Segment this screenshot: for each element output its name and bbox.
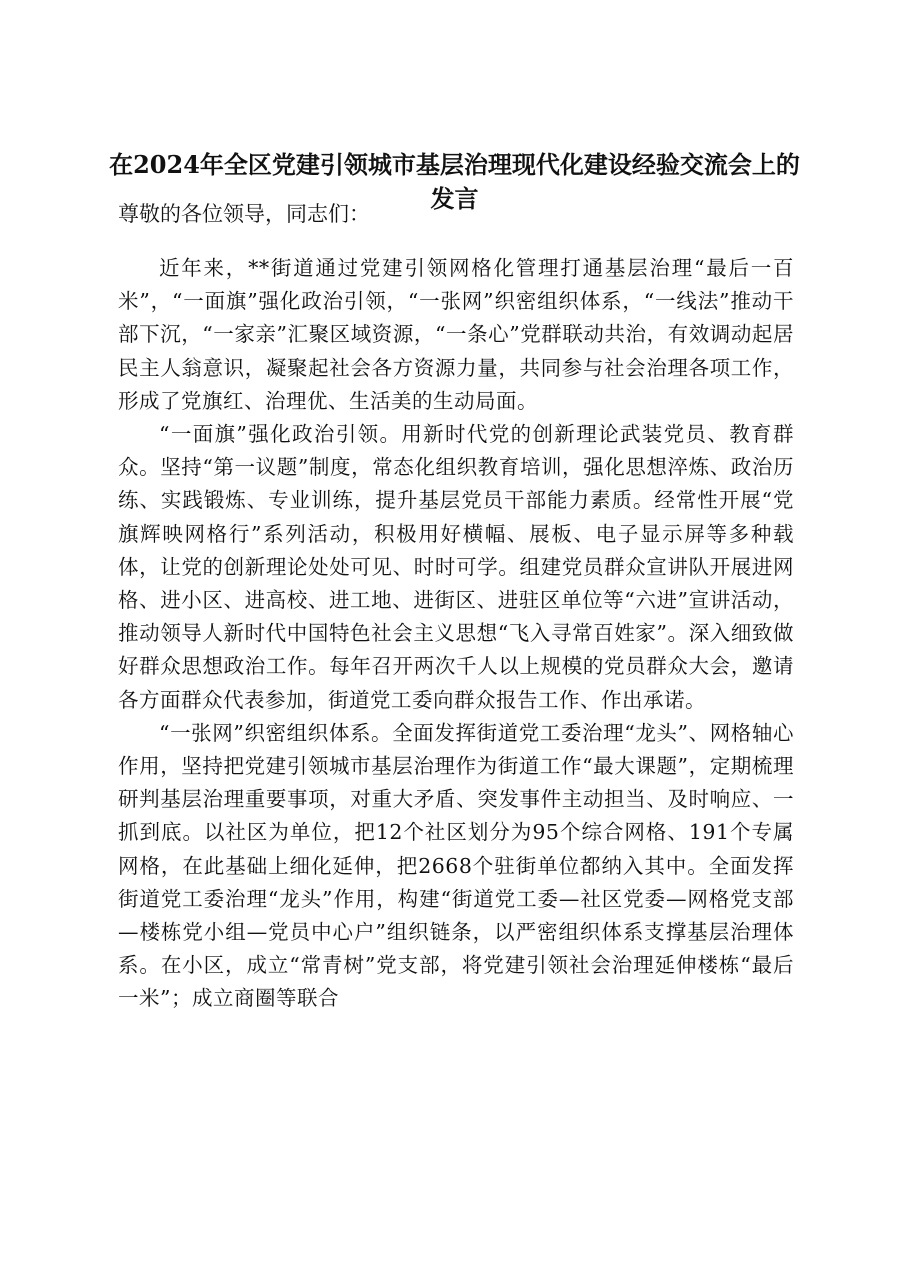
paragraph-intro: 近年来，**街道通过党建引领网格化管理打通基层治理“最后一百米”，“一面旗”强化政治引领，“一张网”织密组织体系，“一线法”推动干部下沉，“一家亲”汇聚区域资源，“一条心”党群联动共治，有效调动起居民主人翁意识，凝聚起社会各方资源力量，共同参与社会治理各项工作，形成了党旗红、治理优、生活美的生动局面。 — [118, 256, 794, 413]
paragraph-one-network: “一张网”织密组织体系。全面发挥街道党工委治理“龙头”、网格轴心作用，坚持把党建引领城市基层治理作为街道工作“最大课题”，定期梳理研判基层治理重要事项，对重大矛盾、突发事件主动担当、及时响应、一抓到底。以社区为单位，把12个社区划分为95个综合网格、191个专属网格，在此基础上细化延伸，把2668个驻街单位都纳入其中。全面发挥街道党工委治理“龙头”作用，构建“街道党工委—社区党委—网格党支部—楼栋党小组—党员中心户”组织链条，以严密组织体系支撑基层治理体系。在小区，成立“常青树”党支部，将党建引领社会治理延伸楼栋“最后一米”；成立商圈等联合 — [118, 720, 794, 1011]
document-title: 在2024年全区党建引领城市基层治理现代化建设经验交流会上的发言 — [109, 150, 800, 213]
paragraph-one-flag: “一面旗”强化政治引领。用新时代党的创新理论武装党员、教育群众。坚持“第一议题”制度，常态化组织教育培训，强化思想淬炼、政治历练、实践锻炼、专业训练，提升基层党员干部能力素质。经常性开展“党旗辉映网格行”系列活动，积极用好横幅、展板、电子显示屏等多种载体，让党的创新理论处处可见、时时可学。组建党员群众宣讲队开展进网格、进小区、进高校、进工地、进街区、进驻区单位等“六进”宣讲活动，推动领导人新时代中国特色社会主义思想“飞入寻常百姓家”。深入细致做好群众思想政治工作。每年召开两次千人以上规模的党员群众大会，邀请各方面群众代表参加，街道党工委向群众报告工作、作出承诺。 — [118, 422, 794, 712]
greeting: 尊敬的各位领导，同志们： — [118, 202, 370, 226]
document-body — [118, 252, 794, 1016]
